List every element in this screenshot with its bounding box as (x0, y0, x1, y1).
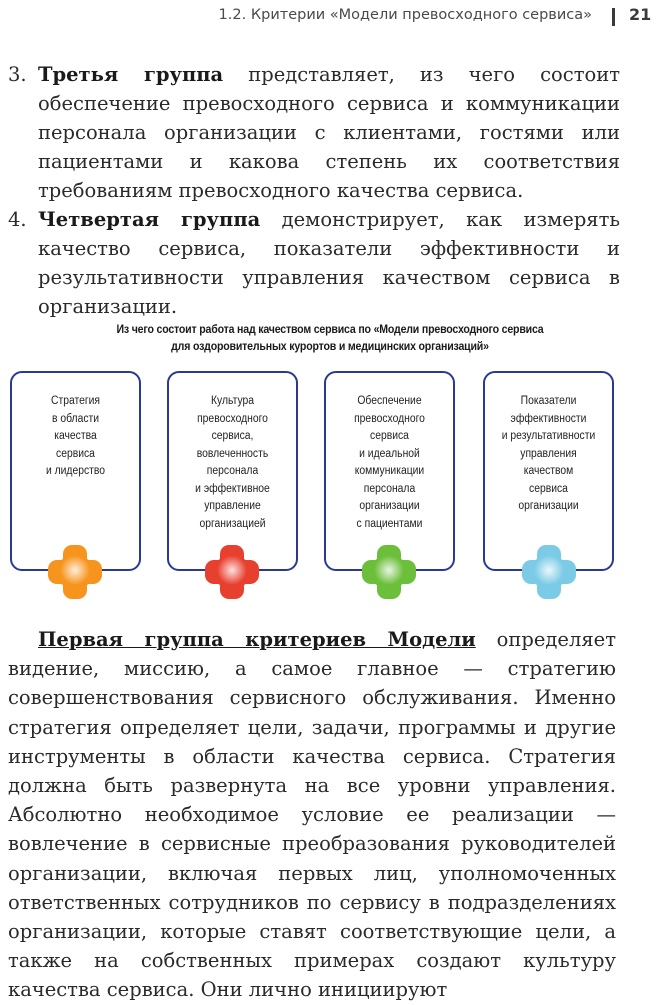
criteria-card-line: сервиса (529, 482, 568, 495)
criteria-card-line: в области (51, 412, 100, 425)
list-item-text: представляет, из чего состоит обеспечение превосходного сервиса и коммуникации персонала организации с клиентами, гостями или пациентами и какова степень их соответствия требованиям превосходного качества сервиса. (38, 63, 621, 202)
figure-title (54, 322, 606, 356)
list-item-lead: Четвертая группа (38, 208, 261, 231)
figure-title-line: Из чего состоит работа над качеством сервиса по «Модели превосходного сервиса (116, 324, 544, 336)
criteria-card-line: персонала (363, 482, 416, 495)
criteria-card-line: и эффективное (195, 482, 270, 495)
medical-cross-icon (48, 545, 102, 599)
criteria-card (167, 371, 298, 571)
medical-cross-icon (522, 545, 576, 599)
criteria-card-text (22, 393, 129, 481)
header-separator (612, 8, 615, 26)
criteria-card-line: сервиса, (211, 430, 254, 442)
criteria-card-line: и результативности (501, 430, 596, 442)
criteria-card-line: эффективности (510, 412, 587, 425)
criteria-card (483, 371, 614, 571)
criteria-card-line: превосходного (197, 412, 268, 425)
criteria-card (10, 371, 141, 571)
page-number: 21 (629, 5, 652, 24)
criteria-card-line: превосходного (354, 412, 425, 425)
paragraph-lead: Первая группа критериев Модели (38, 628, 476, 651)
paragraph-text: определяет видение, миссию, а самое главное — стратегию совершенствования сервисного обслуживания. Именно стратегия определяет цели, задачи, программы и другие инструменты в области качества сервиса. Стратегия должна быть развернута на все уровни управления. Абсолютно необходимое условие ее реализации — вовлечение в сервисные преобразования руководителей организации, включая первых лиц, уполномоченных ответственных сотрудников по сервису в подразделениях организации, которые ставят соответствующие цели, а также на собственных примерах создают культуру качества сервиса. Они лично инициируют (8, 628, 616, 1002)
criteria-card-text (336, 393, 443, 533)
body-paragraph (8, 625, 616, 1005)
criteria-card-line: управление (204, 500, 261, 512)
page-header (0, 4, 660, 32)
criteria-card-line: Стратегия (50, 395, 101, 407)
criteria-card (324, 371, 455, 571)
criteria-card-line: вовлеченность (196, 447, 269, 460)
criteria-card-line: управления (520, 447, 577, 460)
list-item (8, 205, 620, 321)
criteria-card-line: качеством (523, 465, 574, 477)
criteria-card-line: сервиса (56, 447, 95, 460)
criteria-card-line: организацией (199, 517, 266, 530)
criteria-card-line: и идеальной (359, 447, 420, 460)
criteria-card-line: с пациентами (356, 517, 423, 530)
list-item (8, 60, 620, 205)
criteria-card-line: коммуникации (354, 465, 425, 477)
list-item-text: демонстрирует, как измерять качество сервиса, показатели эффективности и результативности управления качеством сервиса в организации. (38, 208, 621, 318)
criteria-card-line: персонала (206, 465, 259, 477)
criteria-card-text (495, 393, 602, 516)
criteria-card-text (179, 393, 286, 533)
criteria-card-line: организации (518, 500, 579, 512)
medical-cross-icon (362, 545, 416, 599)
criteria-card-line: Показатели (520, 395, 577, 407)
medical-cross-icon (205, 545, 259, 599)
figure-title-line: для оздоровительных курортов и медицинских организаций» (171, 341, 489, 353)
criteria-card-line: качества (54, 430, 97, 442)
criteria-card-line: Культура (210, 395, 255, 407)
criteria-card-line: и лидерство (45, 465, 106, 477)
criteria-card-line: Обеспечение (357, 395, 422, 407)
criteria-card-line: организации (359, 500, 420, 512)
chapter-title: 1.2. Критерии «Модели превосходного сервиса» (218, 7, 592, 23)
list-item-number: 4. (8, 208, 27, 231)
list-item-lead: Третья группа (38, 63, 224, 86)
numbered-list (8, 60, 620, 321)
list-item-number: 3. (8, 63, 27, 86)
criteria-card-line: сервиса (370, 430, 409, 442)
